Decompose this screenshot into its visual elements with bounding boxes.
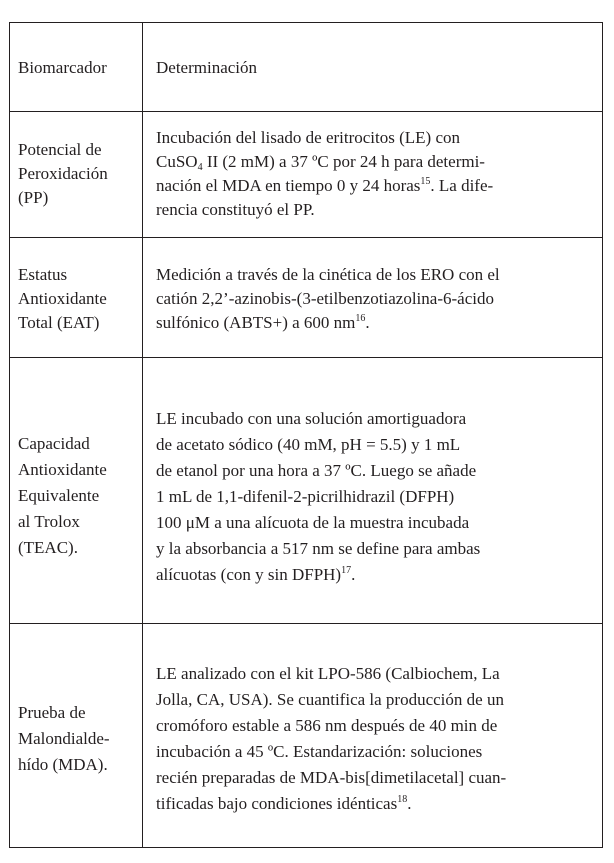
determination-line: recién preparadas de MDA-bis[dimetilacetal] cuan- [156,768,507,787]
determination-cell [156,406,592,588]
biomarker-line: Estatus [18,265,68,284]
reference-superscript: 15 [420,176,431,187]
determination-line: catión 2,2’-azinobis-(3-etilbenzotiazolina-6-ácido [156,289,494,308]
determination-line: cromóforo estable a 586 nm después de 40 min de [156,716,498,735]
text-fragment: . [351,565,356,584]
header-determinacion: Determinación [156,58,258,77]
text-fragment: . [365,313,370,332]
determination-line: LE analizado con el kit LPO-586 (Calbiochem, La [156,664,500,683]
biomarker-line: hído (MDA). [18,755,108,774]
determination-line: Jolla, CA, USA). Se cuantifica la producción de un [156,690,504,709]
determination-line: Medición a través de la cinética de los ERO con el [156,265,500,284]
table-header-row [10,23,602,112]
reference-superscript: 17 [341,565,352,576]
determination-line [156,150,592,174]
biomarker-cell [18,700,140,778]
table-row [10,238,602,358]
biomarker-cell [18,431,140,561]
biomarker-table [9,22,603,848]
text-fragment: nación el MDA en tiempo 0 y 24 horas [156,176,421,195]
table-row [10,624,602,849]
text-fragment: alícuotas (con y sin DFPH) [156,565,342,584]
determination-line: y la absorbancia a 517 nm se define para ambas [156,539,481,558]
biomarker-line: Total (EAT) [18,313,100,332]
biomarker-line: Potencial de [18,140,102,159]
biomarker-line: (PP) [18,188,49,207]
header-biomarcador: Biomarcador [18,58,107,77]
biomarker-line: al Trolox [18,512,80,531]
biomarker-line: Prueba de [18,703,86,722]
biomarker-line: Equivalente [18,486,100,505]
determination-line: de etanol por una hora a 37 ºC. Luego se añade [156,461,477,480]
determination-line [156,174,592,198]
determination-cell [156,263,592,335]
biomarker-line: Capacidad [18,434,90,453]
table-row [10,358,602,624]
biomarker-cell [18,263,140,335]
table-row [10,112,602,238]
determination-line [156,562,592,588]
text-fragment: . La dife- [430,176,494,195]
text-fragment: CuSO [156,152,198,171]
determination-line: rencia constituyó el PP. [156,200,315,219]
biomarker-line: (TEAC). [18,538,78,557]
determination-cell [156,661,592,817]
text-fragment: . [407,794,412,813]
biomarker-cell [18,138,140,210]
text-fragment: sulfónico (ABTS+) a 600 nm [156,313,356,332]
determination-line [156,311,592,335]
reference-superscript: 16 [355,313,366,324]
determination-line [156,791,592,817]
determination-cell [156,126,592,222]
biomarker-line: Antioxidante [18,289,107,308]
subscript: 4 [197,162,203,173]
text-fragment: II (2 mM) a 37 ºC por 24 h para determi- [202,152,485,171]
text-fragment: tificadas bajo condiciones idénticas [156,794,398,813]
biomarker-line: Antioxidante [18,460,107,479]
determination-line: incubación a 45 ºC. Estandarización: soluciones [156,742,483,761]
determination-line: LE incubado con una solución amortiguadora [156,409,467,428]
biomarker-line: Peroxidación [18,164,108,183]
biomarker-line: Malondialde- [18,729,110,748]
determination-line: Incubación del lisado de eritrocitos (LE) con [156,128,460,147]
determination-line: 100 μM a una alícuota de la muestra incubada [156,513,470,532]
determination-line: 1 mL de 1,1-difenil-2-picrilhidrazil (DFPH) [156,487,455,506]
reference-superscript: 18 [397,794,408,805]
determination-line: de acetato sódico (40 mM, pH = 5.5) y 1 mL [156,435,461,454]
